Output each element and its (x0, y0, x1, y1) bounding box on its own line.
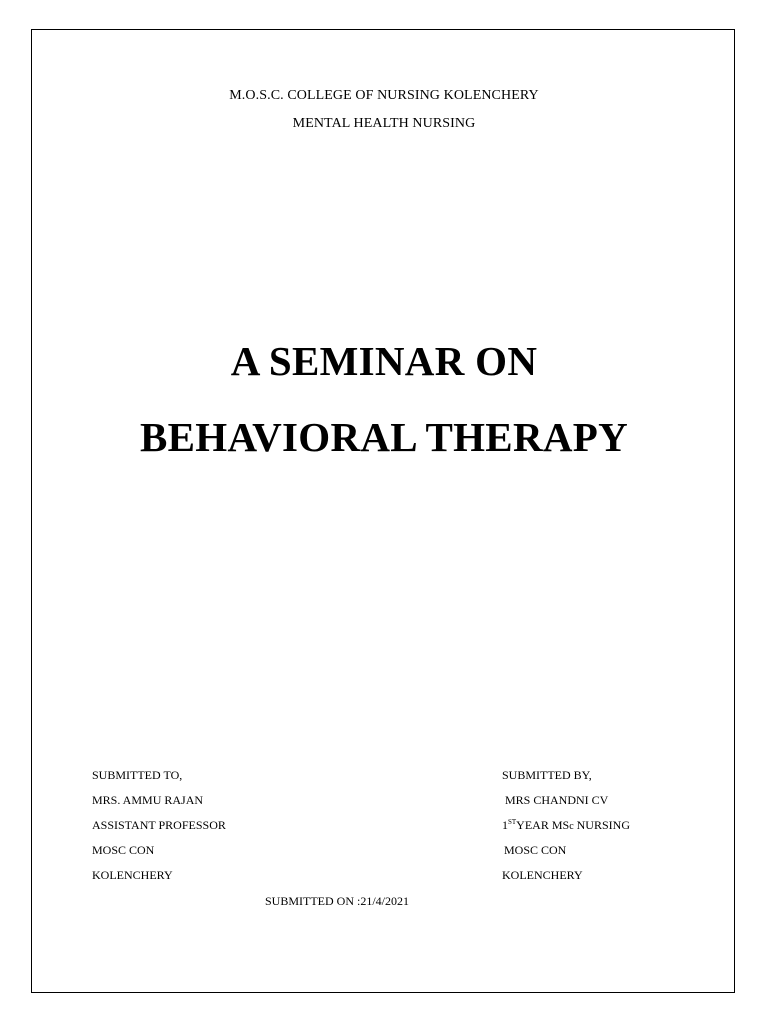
submitted-to-institution: MOSC CON (92, 843, 155, 857)
subject-name: MENTAL HEALTH NURSING (292, 116, 476, 131)
course-c: c (569, 821, 574, 832)
title-line-2: BEHAVIORAL THERAPY (139, 414, 629, 460)
year-number: 1 (502, 818, 508, 832)
course-prefix: YEAR MS (516, 818, 570, 832)
course-suffix: NURSING (573, 818, 630, 832)
submitted-by-place: KOLENCHERY (502, 868, 583, 882)
submitted-to-name: MRS. AMMU RAJAN (92, 793, 204, 807)
submitted-by-name: MRS CHANDNI CV (505, 793, 609, 807)
college-name: M.O.S.C. COLLEGE OF NURSING KOLENCHERY (229, 88, 539, 103)
submitted-to-block (92, 768, 226, 893)
year-suffix: ST (508, 818, 517, 826)
submitted-to-designation: ASSISTANT PROFESSOR (92, 818, 226, 832)
submitted-by-heading: SUBMITTED BY, (502, 768, 592, 782)
submitted-by-institution: MOSC CON (504, 843, 567, 857)
submitted-by-course (502, 818, 630, 843)
submitted-to-heading: SUBMITTED TO, (92, 768, 183, 782)
submitted-on-date: SUBMITTED ON :21/4/2021 (265, 894, 409, 908)
submitted-by-block (502, 768, 630, 893)
submitted-to-place: KOLENCHERY (92, 868, 173, 882)
title-line-1: A SEMINAR ON (230, 338, 538, 384)
